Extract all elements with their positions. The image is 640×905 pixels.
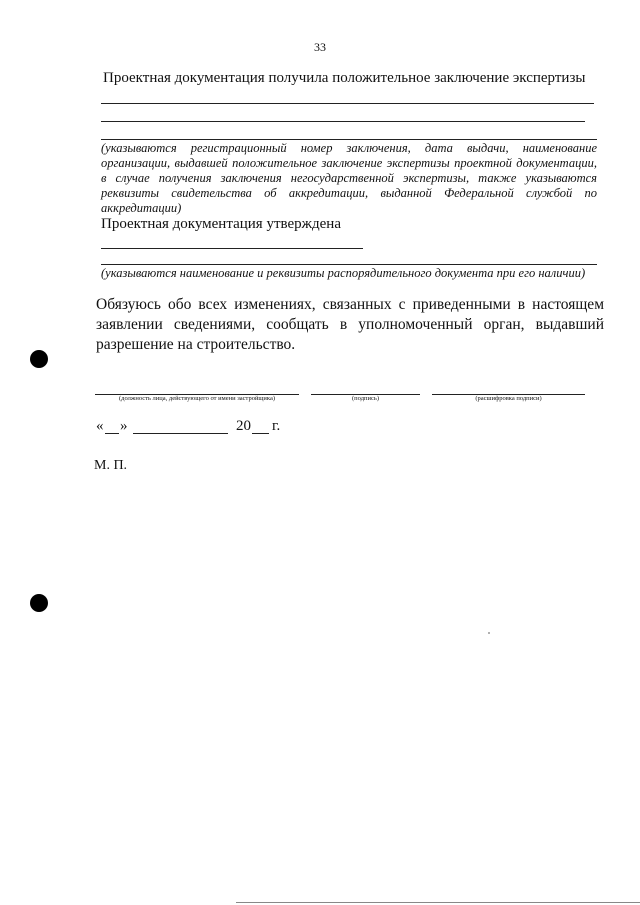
approval-heading: Проектная документация утверждена [101, 216, 341, 232]
signature-caption: (подпись) [352, 395, 379, 402]
expertise-heading: Проектная документация получила положительное заключение экспертизы [103, 70, 586, 86]
punch-hole-bottom [30, 594, 48, 612]
expertise-note: (указываются регистрационный номер заключения, дата выдачи, наименование организации, выдавшей положительное заключение экспертизы проектной документации, в случае получения заключения негосударственной экспертизы, также указываются реквизиты свидетельства об аккредитации, выданной Федеральной службой по аккредитации) [101, 141, 597, 215]
date-year-suffix: г. [272, 418, 281, 434]
position-caption: (должность лица, действующего от имени застройщика) [118, 395, 276, 402]
scan-speck [488, 632, 490, 634]
expertise-blank-line-2 [101, 121, 585, 122]
scan-bottom-edge [236, 902, 640, 903]
pledge-text: Обязуюсь обо всех изменениях, связанных с приведенными в настоящем заявлении сведениями, сообщать в уполномоченный орган, выдавший разрешение на строительство. [96, 296, 604, 353]
date-year-prefix: 20 [236, 418, 251, 434]
expertise-blank-line-3 [101, 139, 597, 140]
date-day-line [105, 433, 119, 434]
date-close-quote: » [120, 418, 128, 434]
date-year-line [252, 433, 269, 434]
approval-blank-line-1 [101, 248, 363, 249]
approval-blank-line-2 [101, 264, 597, 265]
seal-mark: М. П. [94, 458, 128, 473]
name-caption: (расшифровка подписи) [475, 395, 542, 402]
punch-hole-top [30, 350, 48, 368]
date-month-line [133, 433, 228, 434]
page-number: 33 [314, 40, 326, 54]
expertise-blank-line-1 [101, 103, 594, 104]
date-open-quote: « [96, 418, 104, 434]
approval-note: (указываются наименование и реквизиты распорядительного документа при его наличии) [101, 266, 586, 280]
